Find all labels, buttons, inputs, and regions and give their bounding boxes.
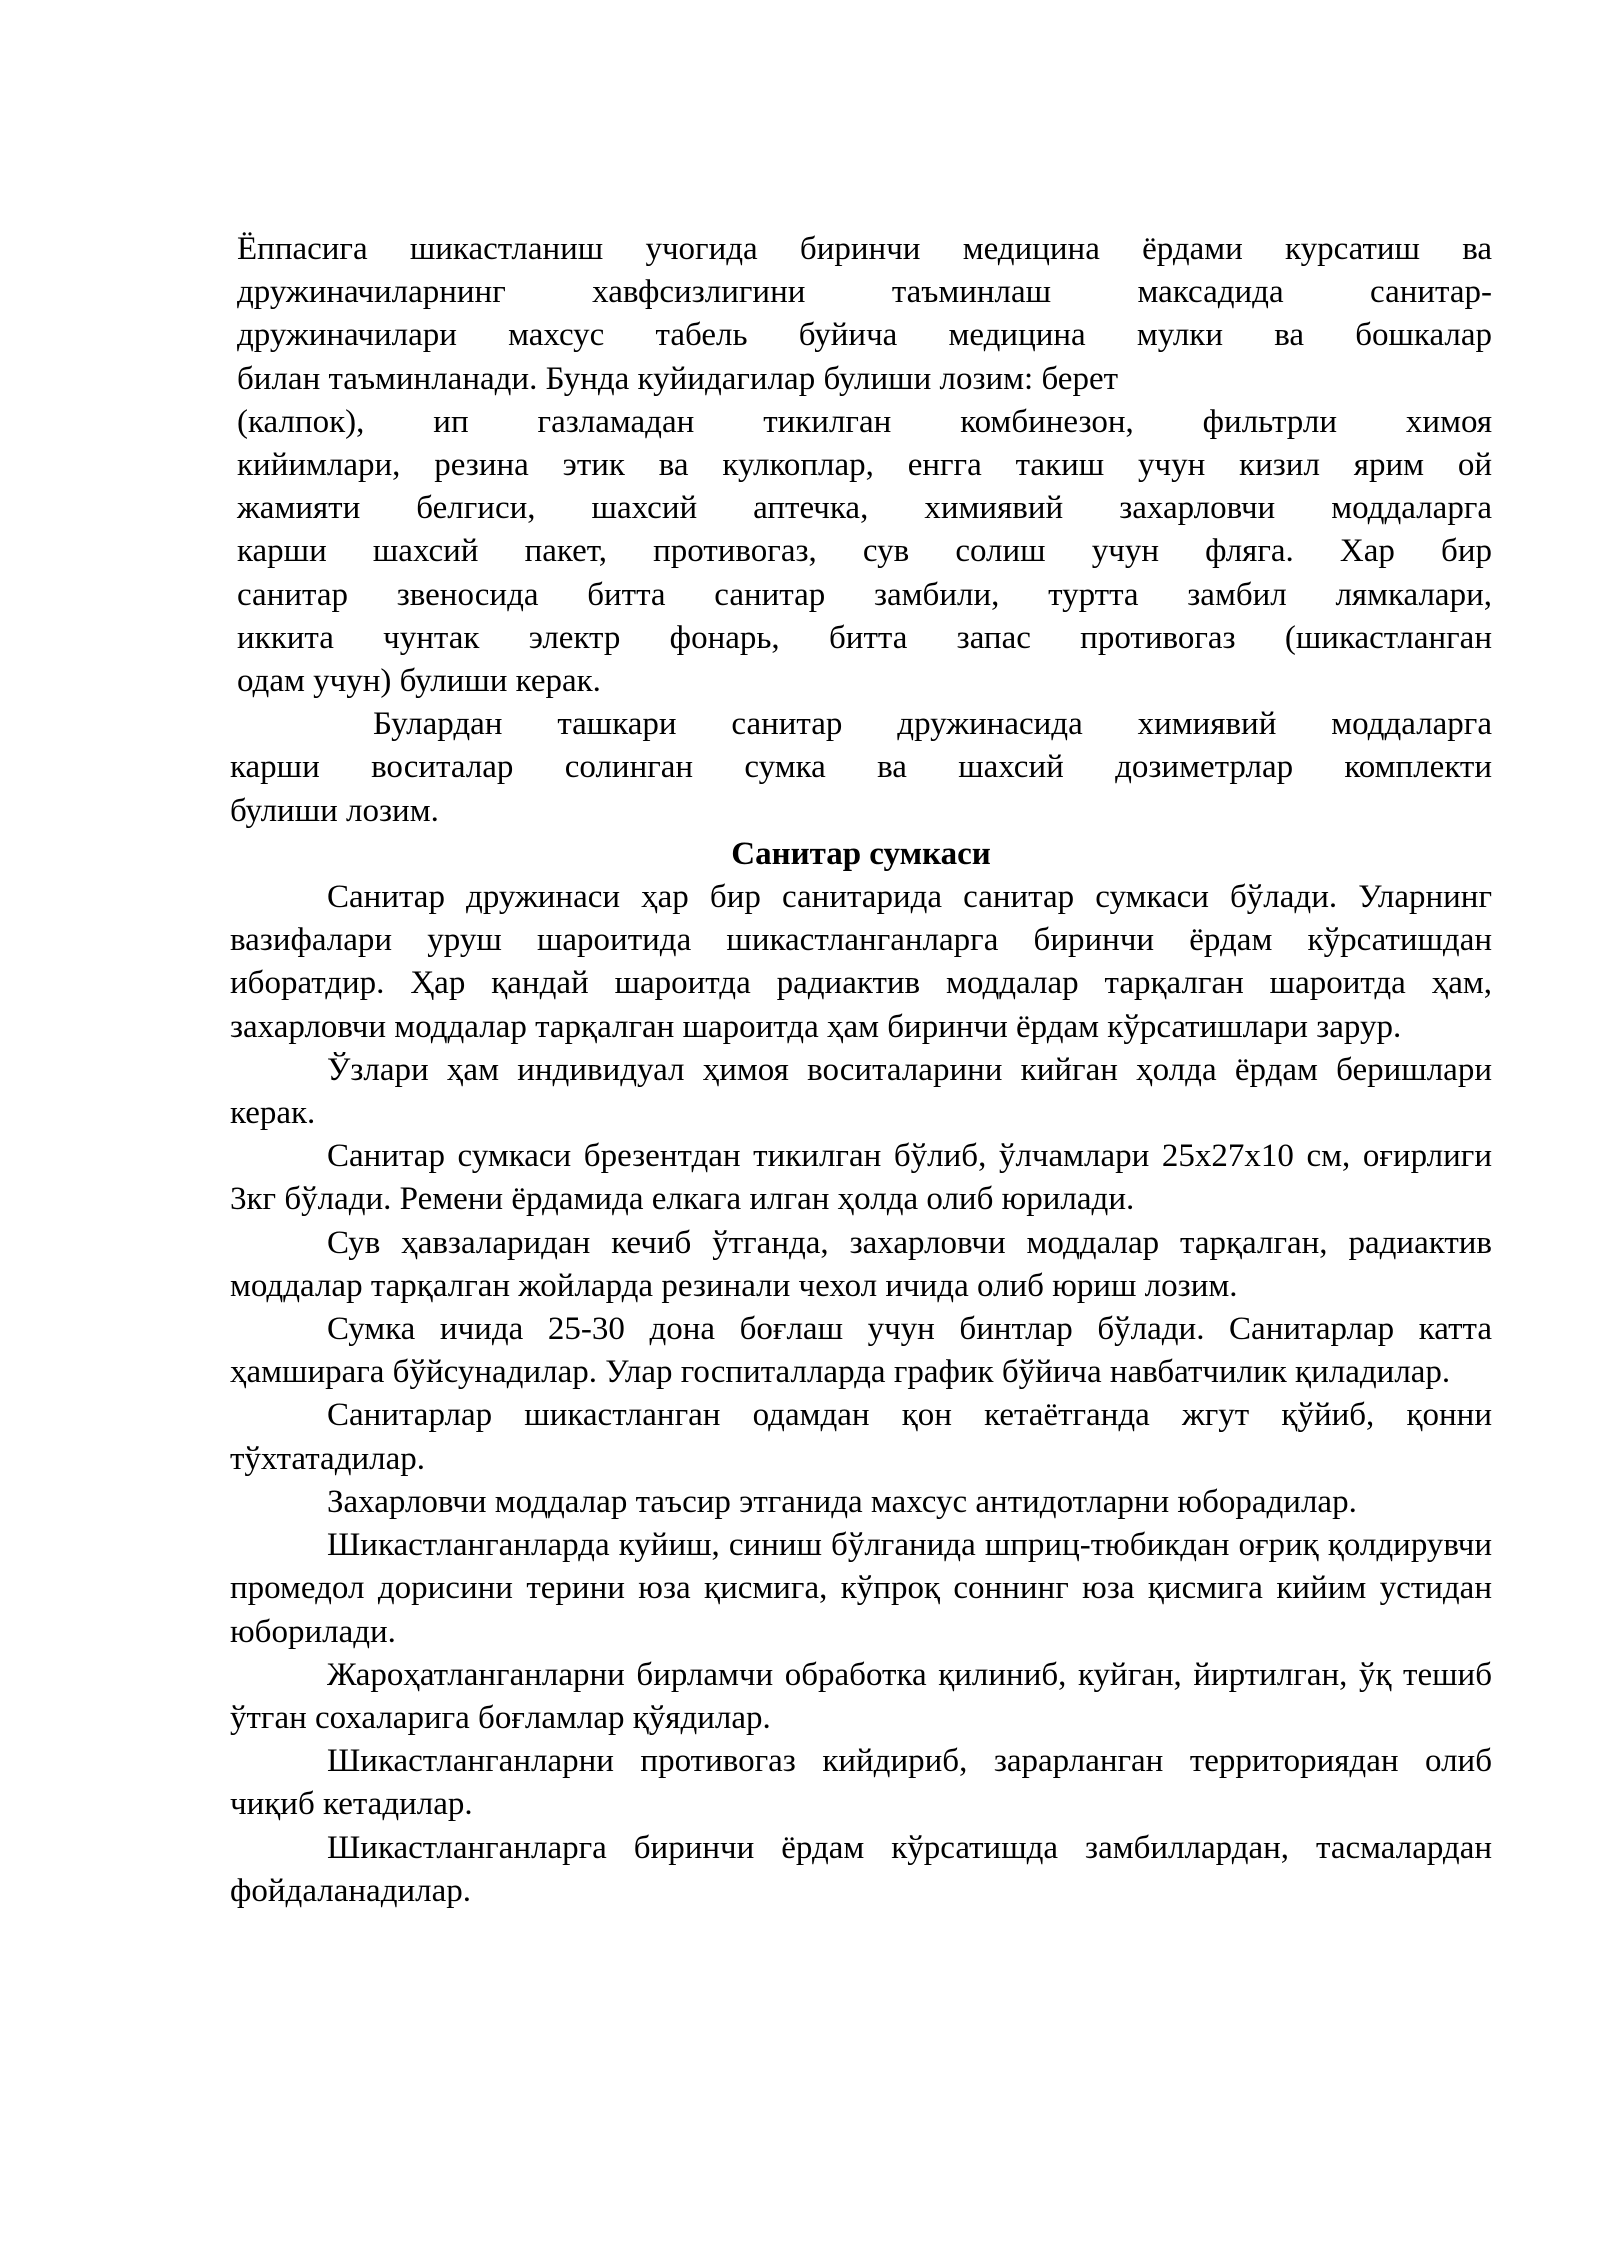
body-paragraph: Шикастланганларни противогаз кийдириб, зарарланган территориядан олиб чиқиб кетадилар.: [230, 1743, 1492, 1823]
body-paragraph: Захарловчи моддалар таъсир этганида махсус антидотларни юборадилар.: [327, 1483, 1357, 1520]
text-line: карши воситалар солинган сумка ва шахсий дозиметрлар комплекти: [230, 749, 1492, 786]
body-paragraph: Ўзлари ҳам индивидуал ҳимоя воситаларини кийган ҳолда ёрдам беришлари керак.: [230, 1051, 1492, 1132]
text-line: дружиначилари махсус табель буйича медицина мулки ва бошкалар: [237, 317, 1492, 354]
body-paragraph: Шикастланганларда куйиш, синиш бўлганида шприц-тюбикдан оғриқ қолдирувчи промедол дорисини терини юза қисмига, кўпроқ соннинг юза қисмига кийим устидан юборилади.: [230, 1527, 1492, 1650]
extra-paragraph: [230, 703, 1492, 833]
text-line: Ёппасига шикастланиш учогида биринчи медицина ёрдами курсатиш ва: [237, 231, 1492, 267]
body-paragraph: Санитар дружинаси ҳар бир санитарида санитар сумкаси бўлади. Уларнинг вазифалари уруш шароитида шикастланганларга биринчи ёрдам кўрсатишдан иборатдир. Ҳар қандай шароитда радиактив моддалар тарқалган шароитда ҳам, захарловчи моддалар тарқалган шароитда ҳам биринчи ёрдам кўрсатишлари зарур.: [230, 879, 1492, 1045]
intro-paragraph: [230, 228, 1492, 703]
text-line: кийимлари, резина этик ва кулкоплар, енгга такиш учун кизил ярим ой: [237, 447, 1492, 484]
text-line: санитар звеносида битта санитар замбили, туртта замбил лямкалари,: [237, 576, 1492, 613]
body-paragraph: Сумка ичида 25-30 дона боғлаш учун бинтлар бўлади. Санитарлар катта ҳамширага бўйсунадилар. Улар госпиталларда график бўйича навбатчилик қиладилар.: [230, 1311, 1492, 1391]
text-line: (калпок), ип газламадан тикилган комбинезон, фильтрли химоя: [237, 403, 1492, 440]
body-paragraph: Сув ҳавзаларидан кечиб ўтганда, захарловчи моддалар тарқалган, радиактив моддалар тарқалган жойларда резинали чехол ичида олиб юриш лозим.: [230, 1224, 1492, 1304]
text-line: жамияти белгиси, шахсий аптечка, химиявий захарловчи моддаларга: [237, 490, 1492, 527]
text-line: Булардан ташкари санитар дружинасида химиявий моддаларга: [373, 706, 1492, 743]
body-paragraph: Шикастланганларга биринчи ёрдам кўрсатишда замбиллардан, тасмалардан фойдаланадилар.: [230, 1829, 1492, 1909]
document-body: [230, 228, 1492, 1913]
text-line: билан таъминланади. Бунда куйидагилар булиши лозим: берет: [237, 360, 1119, 397]
text-line: карши шахсий пакет, противогаз, сув солиш учун фляга. Хар бир: [237, 533, 1492, 570]
text-line: одам учун) булиши керак.: [237, 663, 601, 700]
body-paragraph: Санитар сумкаси брезентдан тикилган бўлиб, ўлчамлари 25х27х10 см, оғирлиги 3кг бўлади. Ремени ёрдамида елкага илган ҳолда олиб юрилади.: [230, 1138, 1492, 1218]
body-paragraph: Санитарлар шикастланган одамдан қон кетаётганда жгут қўйиб, қонни тўхтатадилар.: [230, 1397, 1492, 1477]
text-line: иккита чунтак электр фонарь, битта запас противогаз (шикастланган: [237, 619, 1492, 656]
body-paragraph: Жароҳатланганларни бирламчи обработка қилиниб, куйган, йиртилган, ўқ тешиб ўтган сохаларига боғламлар қўядилар.: [230, 1656, 1492, 1736]
text-line: булиши лозим.: [230, 792, 439, 829]
text-line: дружиначиларнинг хавфсизлигини таъминлаш максадида санитар-: [237, 274, 1492, 311]
section-heading: Санитар сумкаси: [731, 835, 991, 872]
